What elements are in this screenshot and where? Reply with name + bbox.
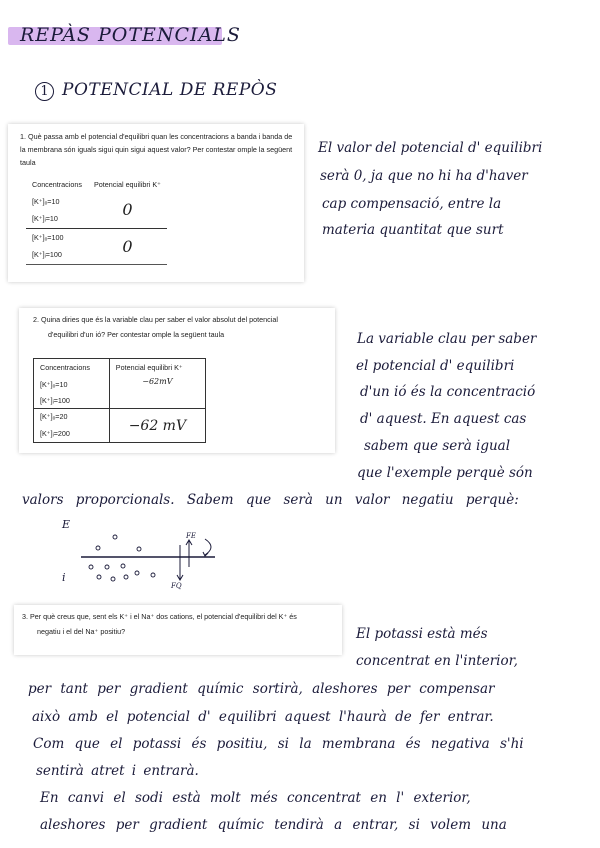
- answer-1-line: cap compensació, entre la: [322, 196, 502, 212]
- answer-2-line: d' aquest. En aquest cas: [360, 411, 527, 427]
- cell-in: [K⁺]ᵢ=10: [32, 214, 58, 224]
- ion-dot: [113, 535, 117, 539]
- arrowhead-curve: [203, 552, 208, 556]
- answer-3-line: això amb el potencial d' equilibri aquest l'haurà de fer entrar.: [32, 709, 494, 725]
- answer-2-line: valors proporcionals. Sabem que serà un valor negatiu perquè:: [22, 492, 519, 508]
- cell-out: [K⁺]ₒ=20: [34, 409, 110, 425]
- cell-potential: 0: [122, 236, 133, 256]
- question-3-card: [14, 605, 342, 655]
- label-inside: i: [62, 571, 66, 584]
- arrow-curve: [205, 539, 211, 555]
- column-header-concentrations: Concentracions: [34, 359, 110, 377]
- answer-3-line: concentrat en l'interior,: [356, 653, 518, 669]
- answer-1-line: serà 0, ja que no hi ha d'haver: [320, 168, 528, 184]
- question-2-card: [19, 308, 335, 453]
- label-outside: E: [62, 518, 71, 531]
- answer-3-line: En canvi el sodi està molt més concentrat en l' exterior,: [40, 790, 471, 806]
- cell-out: [K⁺]ₒ=100: [32, 232, 64, 242]
- question-1-table: [26, 176, 167, 265]
- cell-in: [K⁺]ᵢ=100: [32, 250, 62, 260]
- ion-dot: [96, 546, 100, 550]
- ion-dot: [97, 575, 101, 579]
- ion-dot: [121, 564, 125, 568]
- answer-1-line: El valor del potencial d' equilibri: [318, 140, 543, 156]
- cell-in: [K⁺]ᵢ=200: [34, 425, 110, 443]
- ion-dot: [105, 565, 109, 569]
- question-2-text-line2: d'equilibri d'un ió? Per contestar omple la següent taula: [48, 330, 225, 339]
- ion-dot: [137, 547, 141, 551]
- question-1-card: [8, 124, 304, 282]
- answer-1-line: materia quantitat que surt: [322, 222, 504, 238]
- column-header-potential: Potencial equilibri K⁺: [115, 363, 183, 373]
- ion-dot: [124, 575, 128, 579]
- answer-3-line: per tant per gradient químic sortirà, aleshores per compensar: [28, 681, 495, 697]
- ion-dot: [151, 573, 155, 577]
- answer-2-line: que l'exemple perquè són: [357, 465, 533, 481]
- cell-potential: 0: [122, 200, 133, 220]
- question-3-text-line2: negatiu i el del Na⁺ positiu?: [37, 627, 126, 636]
- cell-in: [K⁺]ᵢ=100: [34, 393, 110, 409]
- question-2-text-line1: 2. Quina diries que és la variable clau per saber el valor absolut del potencial: [33, 315, 278, 324]
- column-header-potential: Potencial equilibri K⁺: [94, 179, 161, 189]
- cell-out: [K⁺]ₒ=10: [34, 377, 110, 393]
- ion-dot: [89, 565, 93, 569]
- answer-3-line: El potassi està més: [356, 626, 488, 642]
- label-fe: FE: [186, 532, 196, 540]
- answer-2-line: sabem que serà igual: [364, 438, 511, 454]
- question-1-text: 1. Què passa amb el potencial d'equilibri quan les concentracions a banda i banda de la membrana són iguals sigui quin sigui aquest valor? Per contestar omple la següent taula: [20, 132, 293, 167]
- question-3-text-line1: 3. Per què creus que, sent els K⁺ i el Na⁺ dos cations, el potencial d'equilibri del K⁺ és: [22, 612, 297, 621]
- question-2-table: [33, 358, 206, 443]
- column-header-concentrations: Concentracions: [32, 179, 82, 189]
- ion-dot: [111, 577, 115, 581]
- section-title: POTENCIAL DE REPÒS: [62, 80, 278, 100]
- membrane-diagram: [55, 515, 235, 595]
- answer-3-line: Com que el potassi és positiu, si la membrana és negativa s'hi: [33, 736, 524, 752]
- answer-3-line: sentirà atret i entrarà.: [36, 763, 199, 779]
- ion-dot: [135, 571, 139, 575]
- answer-2-line: d'un ió és la concentració: [360, 384, 536, 400]
- cell-potential: −62mV: [142, 376, 173, 386]
- cell-out: [K⁺]ₒ=10: [32, 196, 60, 206]
- section-number: 1: [35, 82, 54, 101]
- answer-2-line: La variable clau per saber: [357, 331, 537, 347]
- label-fq: FQ: [171, 582, 182, 590]
- answer-2-line: el potencial d' equilibri: [356, 358, 515, 374]
- answer-3-line: aleshores per gradient químic tendirà a entrar, si volem una: [40, 817, 507, 833]
- page-title: REPÀS POTENCIALS: [20, 24, 241, 46]
- cell-potential: −62 mV: [128, 417, 187, 434]
